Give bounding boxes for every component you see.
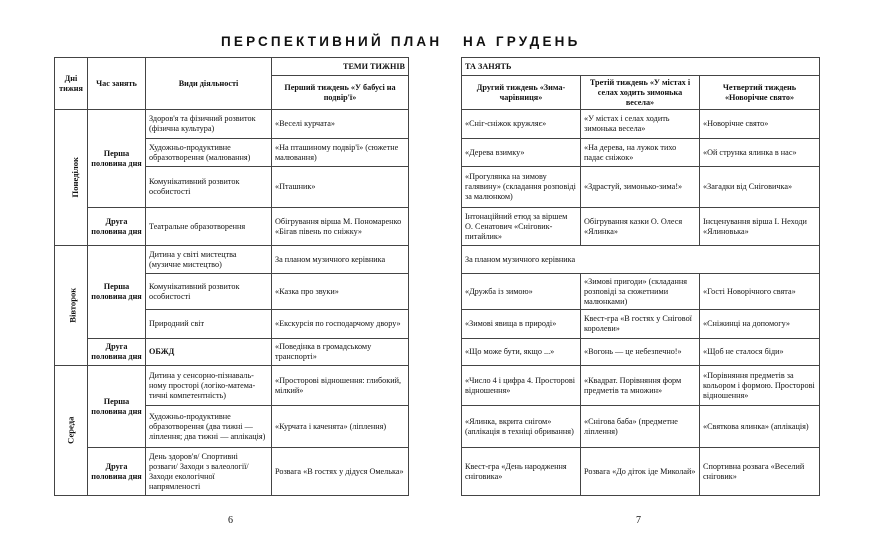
- week1-cell: «На пташиному подвір'ї» (сюжетне малювання): [272, 139, 409, 167]
- header-time: Час занять: [88, 58, 146, 110]
- week4-cell: «Сніжинці на допомогу»: [700, 310, 820, 339]
- week3-cell: «Квадрат. Порівняння форм предметів та множин»: [581, 366, 700, 406]
- week4-cell: «Новорічне свято»: [700, 110, 820, 139]
- plan-table-right: [461, 57, 820, 496]
- activity-cell: ОБЖД: [146, 339, 272, 366]
- week2-cell: Квест-гра «День народження сніговика»: [462, 448, 581, 496]
- week1-cell: «Веселі курчата»: [272, 110, 409, 139]
- plan-title-left: ПЕРСПЕКТИВНИЙ ПЛАН: [221, 34, 443, 49]
- activity-cell: Театральне образотворення: [146, 208, 272, 246]
- week3-cell: «Здрастуй, зимонько-зима!»: [581, 167, 700, 208]
- activity-cell: Комунікативний розвиток особистості: [146, 274, 272, 310]
- week4-cell: «Щоб не сталося біди»: [700, 339, 820, 366]
- page-number-left: 6: [228, 515, 233, 526]
- header-week4: Четвертий тиждень «Новорічне свято»: [700, 76, 820, 110]
- week2-cell: «Дерева взимку»: [462, 139, 581, 167]
- week4-cell: «Загадки від Сніговичка»: [700, 167, 820, 208]
- day-monday: Понеділок: [55, 110, 88, 246]
- day-wednesday: Середа: [55, 366, 88, 496]
- activity-cell: Здоров'я та фізичний розвиток (фізична культура): [146, 110, 272, 139]
- week1-cell: «Просторові відношення: глибокий, мілкий»: [272, 366, 409, 406]
- week2-cell: «Прогулянка на зимову галявину» (складання розповіді за малюнком): [462, 167, 581, 208]
- activity-cell: Дитина у світі мистецтва (музичне мистецтво): [146, 246, 272, 274]
- header-and-lessons: ТА ЗАНЯТЬ: [462, 58, 820, 76]
- week3-cell: Квест-гра «В гостях у Снігової королеви»: [581, 310, 700, 339]
- week1-cell: За планом музичного керівника: [272, 246, 409, 274]
- half-second: Друга половина дня: [88, 339, 146, 366]
- week1-cell: Розвага «В гостях у дідуся Омелька»: [272, 448, 409, 496]
- week1-cell: «Казка про звуки»: [272, 274, 409, 310]
- activity-cell: Художньо-продуктивне образотворення (малювання): [146, 139, 272, 167]
- week3-cell: «На дерева, на лужок тихо падає сніжок»: [581, 139, 700, 167]
- week2-cell: «Сніг-сніжок кружляє»: [462, 110, 581, 139]
- music-plan-cell: За планом музичного керівника: [462, 246, 820, 274]
- week4-cell: «Святкова ялинка» (аплікація): [700, 406, 820, 448]
- week3-cell: Розвага «До діток іде Миколай»: [581, 448, 700, 496]
- week4-cell: Спортивна розвага «Веселий сніговик»: [700, 448, 820, 496]
- week3-cell: «Зимові пригоди» (складання розповіді за сюжетними малюнками): [581, 274, 700, 310]
- header-week1: Перший тиждень «У бабусі на подвір'ї»: [272, 76, 409, 110]
- week4-cell: «Гості Новорічного свята»: [700, 274, 820, 310]
- week2-cell: «Число 4 і цифра 4. Просторові відношення»: [462, 366, 581, 406]
- week2-cell: Інтонаційний етюд за віршем О. Сенатович «Сніговик-питайлик»: [462, 208, 581, 246]
- activity-cell: Комунікативний розвиток особистості: [146, 167, 272, 208]
- week1-cell: «Пташник»: [272, 167, 409, 208]
- week2-cell: «Зимові явища в природі»: [462, 310, 581, 339]
- week4-cell: Інсценування вірша І. Неходи «Ялиновька»: [700, 208, 820, 246]
- week2-cell: «Дружба із зимою»: [462, 274, 581, 310]
- week1-cell: «Поведінка в громадському транспорті»: [272, 339, 409, 366]
- week3-cell: «Вогонь — це небезпечно!»: [581, 339, 700, 366]
- week2-cell: «Ялинка, вкрита снігом» (аплікація в техніці обривання): [462, 406, 581, 448]
- header-days: Дні тижня: [55, 58, 88, 110]
- week1-cell: Обігрування вірша М. Пономаренко «Бігав півень по сніжку»: [272, 208, 409, 246]
- header-week2: Другий тиждень «Зима-чарівниця»: [462, 76, 581, 110]
- week1-cell: «Курчата і каченята» (ліплення): [272, 406, 409, 448]
- header-activity: Види діяльності: [146, 58, 272, 110]
- week2-cell: «Що може бути, якщо ...»: [462, 339, 581, 366]
- week4-cell: «Порівняння предметів за кольором і формою. Просторові відношення»: [700, 366, 820, 406]
- week3-cell: «У містах і селах ходить зимонька весела»: [581, 110, 700, 139]
- header-themes: ТЕМИ ТИЖНІВ: [272, 58, 409, 76]
- week4-cell: «Ой струнка ялинка в нас»: [700, 139, 820, 167]
- plan-title-right: НА ГРУДЕНЬ: [463, 34, 581, 49]
- half-second: Друга половина дня: [88, 448, 146, 496]
- week3-cell: Обігрування казки О. Олеся «Ялинка»: [581, 208, 700, 246]
- day-tuesday: Вівторок: [55, 246, 88, 366]
- half-first: Перша половина дня: [88, 110, 146, 208]
- activity-cell: Художньо-продуктивне образотворення (два тижні — ліплення; два тижні — аплікація): [146, 406, 272, 448]
- page-number-right: 7: [636, 515, 641, 526]
- half-first: Перша половина дня: [88, 246, 146, 339]
- header-week3: Третій тиждень «У містах і селах ходить зимонька весела»: [581, 76, 700, 110]
- week1-cell: «Екскурсія по господарчому двору»: [272, 310, 409, 339]
- activity-cell: Дитина у сенсорно-пізнаваль-ному просторі (логіко-матема-тичні компетентність): [146, 366, 272, 406]
- week3-cell: «Снігова баба» (предметне ліплення): [581, 406, 700, 448]
- half-second: Друга половина дня: [88, 208, 146, 246]
- activity-cell: Природний світ: [146, 310, 272, 339]
- plan-table-left: [54, 57, 409, 496]
- half-first: Перша половина дня: [88, 366, 146, 448]
- activity-cell: День здоров'я/ Спортивні розваги/ Заходи з валеології/ Заходи екологічної напрямленості: [146, 448, 272, 496]
